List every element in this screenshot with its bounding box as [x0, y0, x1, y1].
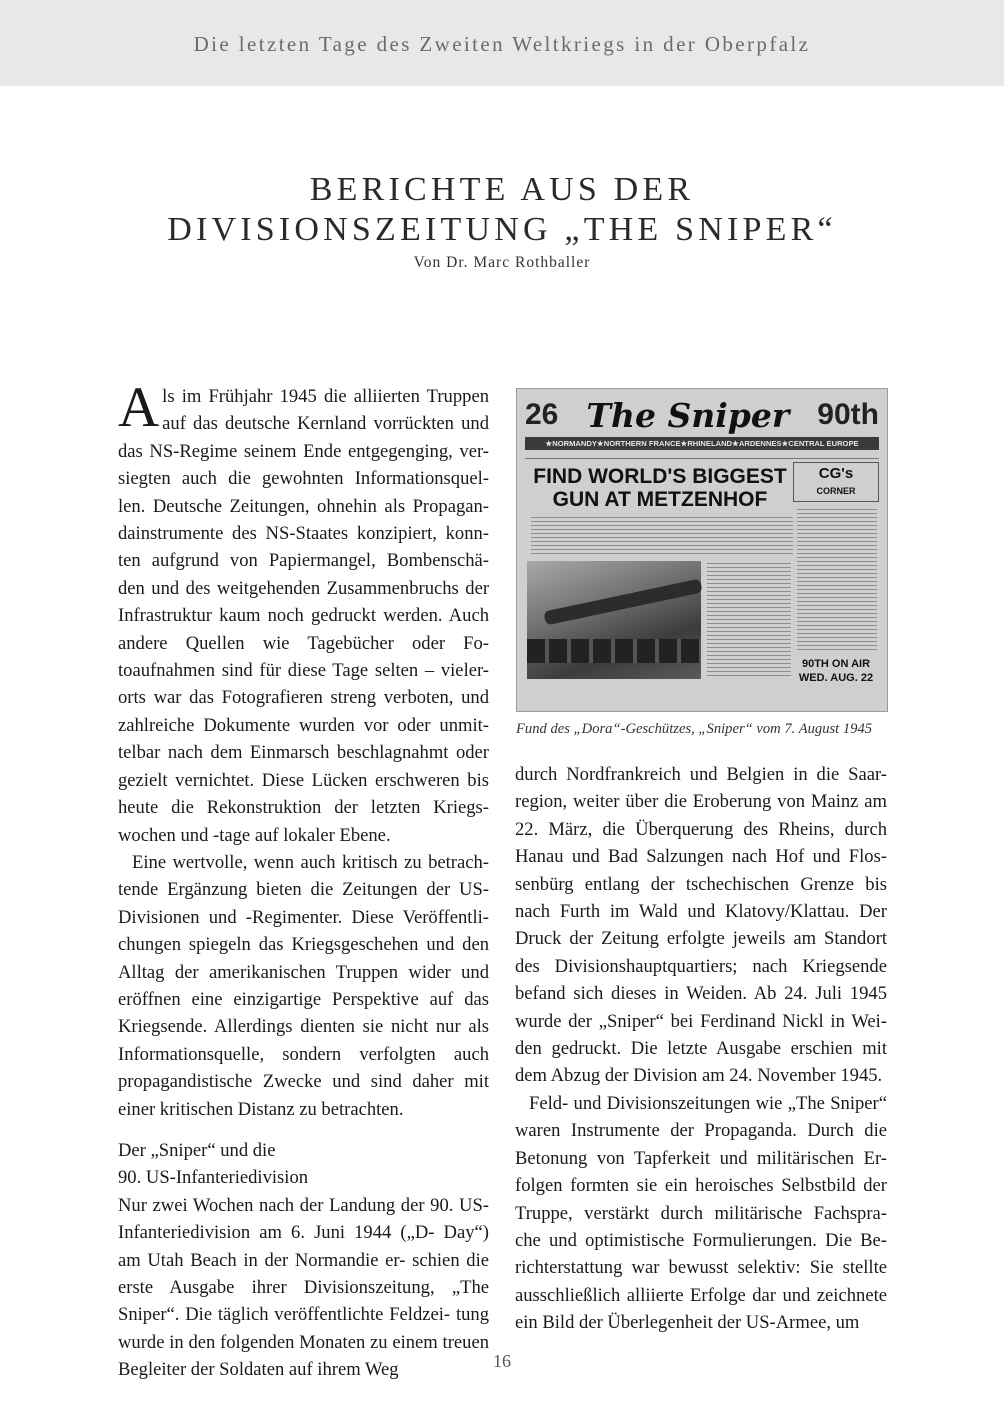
paragraph-5: Feld- und Divisionszeitungen wie „The Sniper“ waren Instrumente der Propaganda. Durch die Betonung von Tapferkeit und militärischen Er- folgen formten sie ein heroisches Selbstbild der Truppe, verstärkt durch militärische Fachspra- che und optimistische Formulierungen. Die Be- richterstattung war bewusst selektiv: Sie stellte ausschließlich alliierte Erfolge dar und zeichnete ein Bild der Überlegenheit der US-Armee, um [515, 1092, 887, 1334]
running-head: Die letzten Tage des Zweiten Weltkriegs in der Oberpfalz [193, 32, 811, 56]
campaign-band: ★NORMANDY★NORTHERN FRANCE★RHINELAND★ARDENNES★CENTRAL EUROPE [525, 437, 879, 450]
dateline-rule [525, 451, 879, 459]
figure-caption: Fund des „Dora“-Geschützes, „Sniper“ vom 7. August 1945 [516, 721, 873, 737]
cg-corner-box: CG's CORNER [793, 462, 879, 502]
page-number: 16 [493, 1351, 511, 1371]
gun-barrel-shape [543, 579, 702, 626]
masthead-name: The Sniper [586, 395, 790, 435]
newspaper-text-block [797, 507, 877, 653]
masthead-number-left: 26 [525, 398, 559, 431]
byline: Von Dr. Marc Rothballer [413, 254, 591, 271]
on-air-notice: 90TH ON AIR WED. AUG. 22 [798, 658, 874, 684]
paragraph-3: Nur zwei Wochen nach der Landung der 90. US-Infanteriedivision am 6. Juni 1944 („D- Day“) am Utah Beach in der Normandie er- schien die erste Ausgabe ihrer Divisionszeitung, „The Sniper“. Die täglich veröffentlichte Feldzei- tung wurde in den folgenden Monaten zu einem treuen Begleiter der Soldaten auf ihrem Weg [118, 1194, 489, 1381]
railway-gun-photo [527, 561, 701, 679]
article-title-line-2: DIVISIONSZEITUNG „THE SNIPER“ [167, 211, 837, 248]
paragraph-1: A ls im Frühjahr 1945 die alliierten Truppen auf das deutsche Kernland vorrückten und das NS-Regime seinem Ende entgegenging, ver- siegten auch die gewohnten Informationsquel- len. Deutsche Zeitungen, ohnehin als Propagan- dainstrumente des NS-Staates konzipiert, konn- ten aufgrund von Papiermangel, Bombenschä- den und des weitgehenden Zusammenbruchs der Infrastruktur kaum noch gedruckt werden. Auch andere Quellen wie Tagebücher oder Fo- toaufnahmen sind für diese Tage selten – vieler- orts war das Fotografieren streng verboten, und zahlreiche Dokumente wurden vor oder unmit- telbar nach dem Einmarsch beschlagnahmt oder gezielt vernichtet. Diese Lücken erschweren bis heute die Rekonstruktion der letzten Kriegs- wochen und -tage auf lokaler Ebene. [118, 376, 490, 846]
rail-cars-shape [527, 639, 701, 663]
left-column [118, 376, 490, 1384]
section-heading: Der „Sniper“ und die 90. US-Infanteriedivision [118, 1139, 309, 1189]
newspaper-image [516, 388, 888, 712]
masthead-number-right: 90th [817, 398, 879, 431]
newspaper-text-block [531, 515, 793, 557]
right-column [515, 761, 887, 1337]
paragraph-4: durch Nordfrankreich und Belgien in die Saar- region, weiter über die Eroberung von Mainz am 22. März, die Überquerung des Rheins, durch Hanau und Bad Salzungen nach Hof und Flos- senbürg entlang der tschechischen Grenze bis nach Furth im Wald und Klatovy/Klattau. Der Druck der Zeitung erfolgte jeweils am Standort des Divisionshauptquartiers; nach Kriegsende befand sich dieses in Weiden. Ab 24. Juli 1945 wurde der „Sniper“ bei Ferdinand Nickl in Wei- den gedruckt. Die letzte Ausgabe erschien mit dem Abzug der Division am 24. November 1945. [515, 764, 887, 1087]
newspaper-text-block [707, 561, 791, 679]
newspaper-headline: FIND WORLD'S BIGGEST GUN AT METZENHOF [533, 465, 787, 511]
drop-cap: A [118, 376, 160, 439]
article-title-line-1: BERICHTE AUS DER [309, 171, 695, 208]
newspaper-masthead [525, 395, 879, 435]
paragraph-2: Eine wertvolle, wenn auch kritisch zu betrach- tende Ergänzung bieten die Zeitungen der US- Divisionen und -Regimenter. Diese Veröffentli- chungen spiegeln das Kriegsgeschehen und den Alltag der amerikanischen Truppen wider und eröffnen eine einzigartige Perspektive auf das Kriegsende. Allerdings dienten sie nicht nur als Informationsquelle, sondern verfolgten auch propagandistische Zwecke und sind daher mit einer kritischen Distanz zu betrachten. [118, 851, 489, 1120]
